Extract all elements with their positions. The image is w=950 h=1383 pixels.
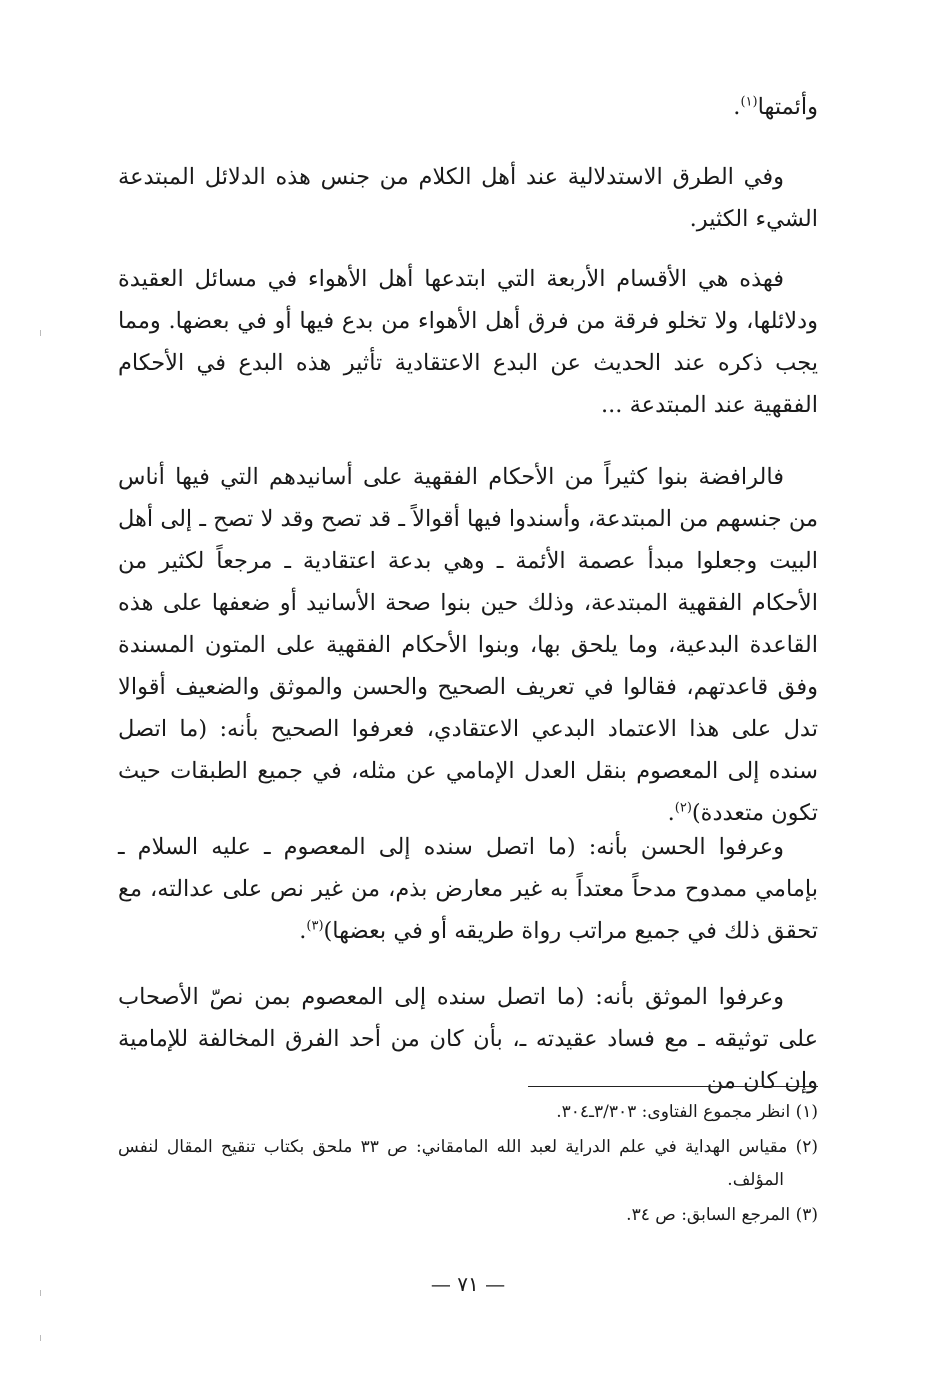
paragraph-2: وفي الطرق الاستدلالية عند أهل الكلام من جنس هذه الدلائل المبتدعة الشيء الكثير. [118,164,818,232]
footnote-number: (٣) [795,1205,818,1225]
page-number: — ٧١ — [430,1272,506,1296]
book-page [118,86,818,1376]
paragraph-5 [118,826,818,952]
paragraph-4 [118,456,818,834]
footnote-number: (١) [795,1102,818,1122]
paragraph-1-tail: . [733,94,741,120]
footnote-1 [118,1096,818,1129]
paragraph-1 [118,86,818,128]
footnote-text: مقياس الهداية في علم الدراية لعبد الله المامقاني: ص ٣٣ ملحق بكتاب تنقيح المقال لنفس المؤلف. [118,1137,788,1190]
paragraph-3: فهذه هي الأقسام الأربعة التي ابتدعها أهل الأهواء في مسائل العقيدة ودلائلها، ولا تخلو فرقة من فرق أهل الأهواء من بدع فيها أو في بعضها. ومما يجب ذكره عند الحديث عن البدع الاعتقادية تأثير هذه البدع في الأحكام الفقهية عند المبتدعة ... [118,266,818,418]
footnote-ref-3[interactable]: (٣) [306,918,324,934]
paragraph-4-text: فالرافضة بنوا كثيراً من الأحكام الفقهية على أسانيدهم التي فيها أناس من جنسهم من المبتدعة، وأسندوا فيها أقوالاً ـ قد تصح وقد لا تصح ـ إلى أهل البيت وجعلوا مبدأ عصمة الأئمة ـ وهي بدعة اعتقادية ـ مرجعاً لكثير من الأحكام الفقهية المبتدعة، وذلك حين بنوا صحة الأسانيد أو ضعفها على هذه القاعدة البدعية، وما يلحق بها، وبنوا الأحكام الفقهية على المتون المسندة وفق قاعدتهم، فقالوا في تعريف الصحيح والحسن والموثق والضعيف أقوالا تدل على هذا الاعتماد البدعي الاعتقادي، فعرفوا الصحيح بأنه: (ما اتصل سنده إلى المعصوم بنقل العدل الإمامي عن مثله، في جميع الطبقات حيث تكون متعددة) [118,464,818,826]
paragraph-6: وعرفوا الموثق بأنه: (ما اتصل سنده إلى المعصوم بمن نصّ الأصحاب على توثيقه ـ مع فساد عقيدته ـ، بأن كان من أحد الفرق المخالفة للإمامية وإن كان من [118,984,818,1094]
paragraph-1-text: وأئمتها [757,94,818,120]
footnote-separator [528,1086,818,1087]
footnote-text: المرجع السابق: ص ٣٤. [626,1205,791,1225]
footnote-3 [118,1199,818,1232]
scan-margin-mark [40,330,41,336]
scan-margin-mark [40,1290,41,1296]
scan-margin-mark [40,1335,41,1341]
footnote-number: (٢) [795,1137,818,1157]
footnote-ref-1[interactable]: (١) [740,94,758,110]
paragraph-5-tail: . [299,918,307,944]
footnotes-section [118,1096,818,1234]
paragraph-5-text: وعرفوا الحسن بأنه: (ما اتصل سنده إلى المعصوم ـ عليه السلام ـ بإمامي ممدوح مدحاً معتداً به غير معارض بذم، من غير نص على عدالته، مع تحقق ذلك في جميع مراتب رواة طريقه أو في بعضها) [118,834,818,944]
footnote-ref-2[interactable]: (٢) [674,800,692,816]
paragraph-4-tail: . [667,800,675,826]
footnote-2 [118,1131,818,1197]
footnote-text: انظر مجموع الفتاوى: ٣/٣٠٣ـ٣٠٤. [556,1102,791,1122]
